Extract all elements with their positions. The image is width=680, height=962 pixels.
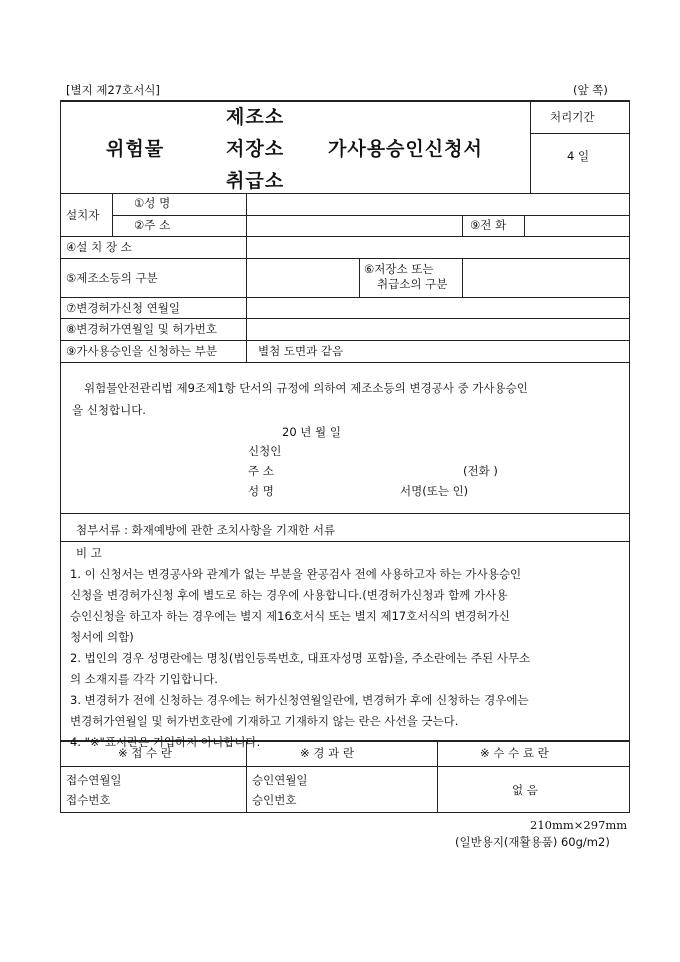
fee-value: 없 음	[512, 783, 538, 797]
facility-storage: 저장소	[226, 138, 285, 160]
permit-date-number-label: ⑧변경허가연월일 및 허가번호	[66, 322, 217, 336]
remark-line: 변경허가연월일 및 허가번호란에 기재하고 기재하지 않는 란은 사선을 긋는다.	[70, 714, 459, 728]
category-label: ⑤제조소등의 구분	[66, 271, 158, 285]
facility-handling: 취급소	[226, 170, 285, 192]
phone-label: ⑨전 화	[470, 218, 507, 232]
applicant-name-label: 성 명	[248, 484, 274, 498]
form-number: [별지 제27호서식]	[66, 83, 160, 97]
approval-date-label: 승인연월일	[252, 773, 308, 787]
right-border	[629, 100, 630, 813]
remark-line: 승인신청을 하고자 하는 경우에는 별지 제16호서식 또는 별지 제17호서식의 변경허가신	[70, 609, 510, 623]
category-field[interactable]	[247, 259, 358, 296]
remark-line: 신청을 변경허가신청 후에 별도로 하는 경우에 사용합니다.(변경허가신청과 함께 가사용	[70, 588, 508, 602]
remark-line: 청서에 의함)	[70, 630, 134, 644]
progress-header: ※ 경 과 란	[300, 746, 354, 760]
storage-category-label-2: 취급소의 구분	[377, 277, 448, 291]
declaration-line-1: 위험물안전관리법 제9조제1항 단서의 규정에 의하여 제조소등의 변경공사 중 가사용승인	[84, 381, 528, 395]
processing-line	[530, 133, 630, 134]
processing-period-label: 처리기간	[550, 110, 595, 124]
receipt-number-label: 접수번호	[66, 793, 111, 807]
receipt-header: ※ 접 수 란	[118, 746, 172, 760]
top-border	[60, 100, 630, 102]
temp-use-part-value: 별첨 도면과 같음	[258, 344, 344, 358]
installer-address-field[interactable]	[247, 216, 461, 235]
remark-line: 의 소재지를 각각 기입합니다.	[70, 672, 218, 686]
installer-name-field[interactable]	[247, 194, 629, 214]
processing-period-value: 4 일	[567, 149, 590, 163]
remark-line: 3. 변경허가 전에 신청하는 경우에는 허가신청연월일란에, 변경허가 후에 신청하는 경우에는	[70, 693, 529, 707]
facility-manufacturing: 제조소	[226, 106, 285, 128]
storage-category-label-1: ⑥저장소 또는	[364, 262, 434, 276]
permit-date-number-field[interactable]	[247, 319, 629, 339]
location-label: ④설 치 장 소	[66, 240, 132, 254]
row-line	[60, 541, 630, 542]
col-line	[112, 193, 113, 236]
address-label: ②주 소	[134, 218, 171, 232]
fee-header: ※ 수 수 료 란	[480, 746, 549, 760]
page-side-label: (앞 쪽)	[573, 83, 608, 97]
attachment-text: 첨부서류 : 화재예방에 관한 조치사항을 기재한 서류	[76, 523, 336, 537]
installer-label: 설치자	[66, 208, 100, 222]
col-line	[359, 258, 360, 297]
row-line	[60, 362, 630, 363]
approval-number-label: 승인번호	[252, 793, 297, 807]
remarks-heading: 비 고	[76, 546, 102, 560]
installer-phone-field[interactable]	[525, 216, 628, 235]
applicant-address-label: 주 소	[248, 464, 274, 478]
location-field[interactable]	[247, 237, 629, 257]
permit-request-date-field[interactable]	[247, 298, 629, 317]
row-line	[60, 340, 630, 341]
date-line: 20 년 월 일	[282, 425, 341, 439]
signature-label: 서명(또는 인)	[400, 484, 469, 498]
remark-line: 4. "※"표시란은 기입하지 아니합니다.	[70, 735, 261, 749]
title-hazardous: 위험물	[106, 138, 165, 160]
receipt-date-label: 접수연월일	[66, 773, 122, 787]
bottom-border	[60, 812, 630, 813]
paper-size: 210mm×297mm	[530, 818, 628, 832]
storage-category-field[interactable]	[463, 259, 628, 296]
permit-request-date-label: ⑦변경허가신청 연월일	[66, 301, 180, 315]
remarks-list	[70, 564, 626, 749]
remark-line: 2. 법인의 경우 성명란에는 명칭(법인등록번호, 대표자성명 포함)을, 주소란에는 주된 사무소	[70, 651, 531, 665]
title-application: 가사용승인신청서	[328, 138, 483, 160]
applicant-phone-label: (전화 )	[463, 464, 498, 478]
left-border	[60, 100, 61, 813]
processing-divider	[530, 100, 531, 193]
paper-type: (일반용지(재활용품) 60g/m2)	[455, 835, 610, 849]
declaration-line-2: 을 신청합니다.	[72, 403, 146, 417]
col-line	[462, 215, 463, 236]
row-line	[60, 513, 630, 514]
temp-use-part-label: ⑨가사용승인을 신청하는 부분	[66, 344, 217, 358]
applicant-label: 신청인	[248, 444, 282, 458]
name-label: ①성 명	[134, 196, 171, 210]
remark-line: 1. 이 신청서는 변경공사와 관계가 없는 부분을 완공검사 전에 사용하고자 하는 가사용승인	[70, 567, 522, 581]
office-header-line	[60, 766, 630, 767]
